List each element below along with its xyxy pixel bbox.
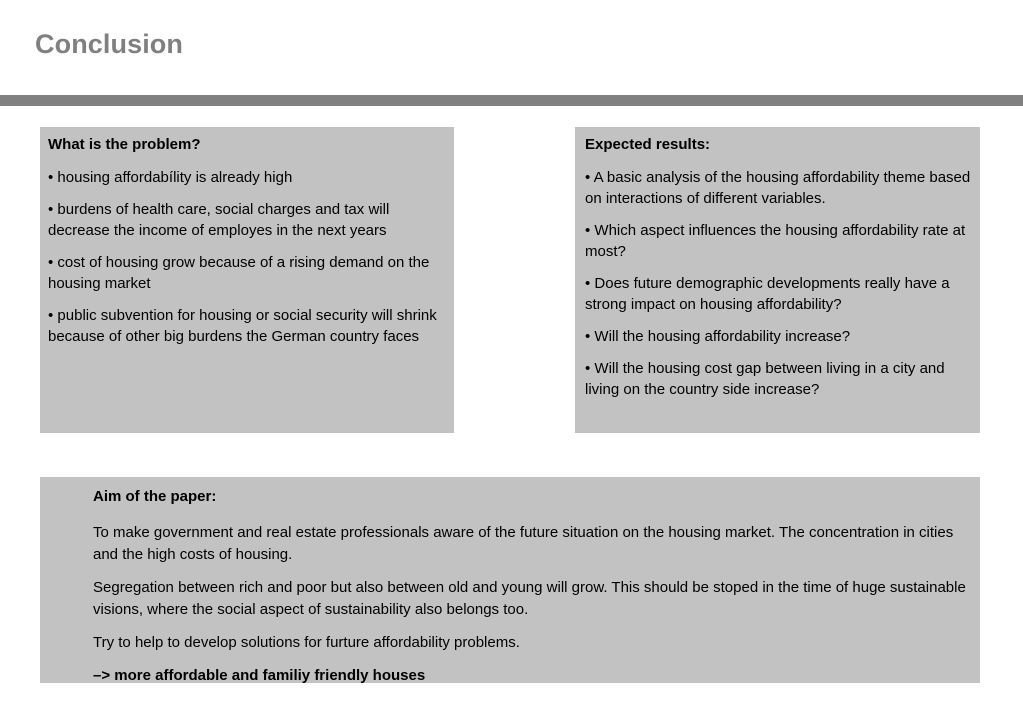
list-item: • cost of housing grow because of a rising demand on the housing market	[48, 254, 430, 292]
problem-panel	[40, 127, 454, 433]
list-item: • Will the housing affordability increase?	[585, 328, 851, 345]
expected-results-panel	[575, 127, 980, 433]
aim-panel	[40, 477, 980, 683]
list-item: • Does future demographic developments really have a strong impact on housing affordability?	[585, 275, 950, 313]
list-item: • Will the housing cost gap between living in a city and living on the country side increase?	[585, 360, 945, 398]
page-title: Conclusion	[35, 29, 183, 59]
list-item: • burdens of health care, social charges and tax will decrease the income of employes in the next years	[48, 201, 390, 239]
list-item: • Which aspect influences the housing affordability rate at most?	[585, 222, 966, 260]
expected-results-panel-heading: Expected results:	[585, 136, 711, 153]
aim-paragraph: Try to help to develop solutions for furture affordability problems.	[93, 634, 520, 651]
aim-paragraph: Segregation between rich and poor but also between old and young will grow. This should be stoped in the time of huge sustainable visions, where the social aspect of sustainability also belongs too.	[93, 579, 966, 618]
aim-paragraph: To make government and real estate professionals aware of the future situation on the housing market. The concentration in cities and the high costs of housing.	[93, 524, 954, 563]
aim-conclusion-line: –> more affordable and familiy friendly houses	[93, 667, 426, 684]
list-item: • housing affordabílity is already high	[48, 169, 293, 186]
problem-panel-heading: What is the problem?	[48, 136, 201, 153]
list-item: • A basic analysis of the housing affordability theme based on interactions of different variables.	[585, 169, 971, 207]
title-divider-rule	[0, 95, 1023, 106]
list-item: • public subvention for housing or social security will shrink because of other big burdens the German country faces	[48, 307, 437, 345]
aim-panel-heading: Aim of the paper:	[93, 488, 217, 505]
